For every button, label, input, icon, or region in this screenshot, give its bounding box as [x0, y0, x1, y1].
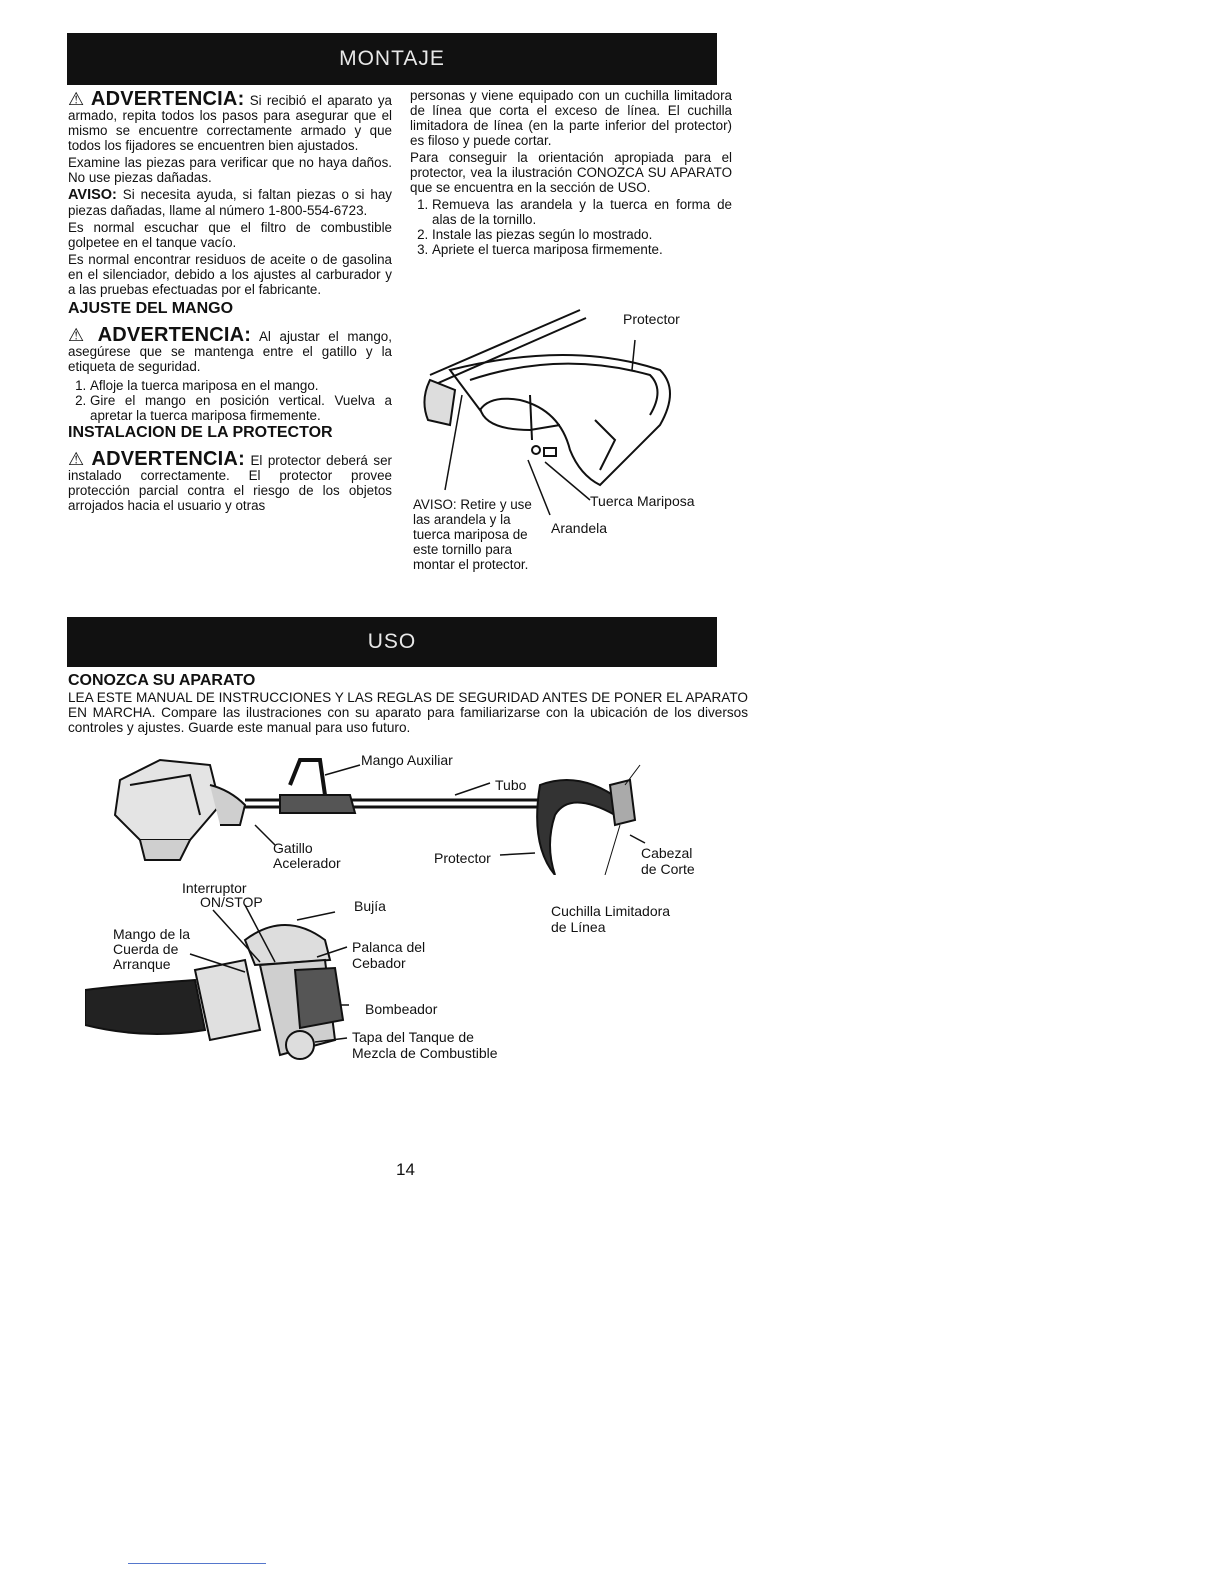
warning-block — [68, 324, 392, 374]
label-acelerador: Acelerador — [273, 855, 341, 871]
list-item: 1. Afloje la tuerca mariposa en el mango. — [90, 378, 392, 393]
label-tubo: Tubo — [495, 777, 527, 793]
warning-block — [68, 88, 392, 153]
paragraph-filtro: Es normal escuchar que el filtro de combustible golpetee en el tanque vacío. — [68, 220, 392, 250]
warning-title: ADVERTENCIA: — [91, 448, 245, 470]
uso-section — [68, 673, 748, 737]
steps-list — [410, 197, 732, 257]
paragraph-orientation: Para conseguir la orientación apropiada para el protector, vea la ilustración CONOZCA SU APARATO que se encuentra en la sección de USO. — [410, 150, 732, 195]
warning-text: El protector deberá ser instalado correctamente. El protector provee protección parcial contra el riesgo de los objetos arrojados hacia el usuario y otras — [68, 453, 392, 513]
label-cabezal: Cabezal — [641, 845, 693, 861]
notice-label: AVISO: — [68, 187, 117, 203]
heading-ajuste-mango: AJUSTE DEL MANGO — [68, 300, 234, 317]
paragraph-residuos: Es normal encontrar residuos de aceite o de gasolina en el silenciador, debido a los ajustes al carburador y a las pruebas efectuadas por el fabricante. — [68, 252, 392, 297]
label-mango-de-la: Mango de la — [113, 926, 191, 942]
warning-icon: ⚠ — [68, 89, 86, 109]
label-on-stop: ON/STOP — [200, 894, 263, 910]
warning-text: Al ajustar el mango, asegúrese que se mantenga entre el gatillo y la etiqueta de seguridad. — [68, 329, 392, 374]
warning-text: Si recibió el aparato ya armado, repita todos los pasos para asegurar que el mismo se encuentre correctamente armado y que todos los fijadores se encuentren bien ajustados. — [68, 93, 392, 153]
list-item: 3. Apriete el tuerca mariposa firmemente. — [432, 242, 732, 257]
notice-block — [68, 187, 392, 218]
steps-list — [68, 378, 392, 423]
list-item: 2. Instale las piezas según lo mostrado. — [432, 227, 732, 242]
label-de-linea: de Línea — [551, 919, 606, 935]
engine-illustration — [85, 890, 385, 1065]
label-de-corte: de Corte — [641, 861, 695, 877]
notice-text: Si necesita ayuda, si faltan piezas o si hay piezas dañadas, llame al número 1-800-554-6723. — [68, 187, 392, 218]
footer-rule — [128, 1563, 266, 1564]
label-arandela: Arandela — [551, 520, 608, 536]
label-protector-overview: Protector — [434, 850, 491, 866]
label-cuchilla-limitadora: Cuchilla Limitadora — [551, 903, 671, 919]
label-arranque: Arranque — [113, 956, 171, 972]
label-tapa-tanque: Tapa del Tanque de — [352, 1029, 474, 1045]
label-mango-auxiliar: Mango Auxiliar — [361, 752, 453, 768]
label-bujia: Bujía — [354, 898, 386, 914]
label-protector: Protector — [623, 311, 680, 327]
warning-icon: ⚠ — [68, 449, 86, 469]
label-cuerda-de: Cuerda de — [113, 941, 179, 957]
left-column — [68, 88, 392, 515]
warning-title: ADVERTENCIA: — [97, 324, 252, 346]
heading-conozca: CONOZCA SU APARATO — [68, 672, 256, 689]
list-item: 2. Gire el mango en posición vertical. Vuelva a apretar la tuerca mariposa firmemente. — [90, 393, 392, 423]
label-interruptor: Interruptor — [182, 880, 247, 896]
paragraph-continuation: personas y viene equipado con un cuchilla limitadora de línea que corta el exceso de línea. El cuchilla limitadora de línea (en la parte inferior del protector) es filoso y puede cortar. — [410, 88, 732, 148]
label-mezcla-combustible: Mezcla de Combustible — [352, 1045, 498, 1061]
paragraph-examine: Examine las piezas para verificar que no haya daños. No use piezas dañadas. — [68, 155, 392, 185]
label-aviso-figure: AVISO: Retire y use las arandela y la tuerca mariposa de este tornillo para montar el protector. — [413, 497, 532, 572]
label-bombeador: Bombeador — [365, 1001, 438, 1017]
warning-icon: ⚠ — [68, 325, 90, 345]
right-column — [410, 88, 732, 257]
page-number: 14 — [396, 1160, 415, 1179]
warning-block — [68, 448, 392, 513]
label-palanca-del: Palanca del — [352, 939, 426, 955]
list-item: 1. Remueva las arandela y la tuerca en forma de alas de la tornillo. — [432, 197, 732, 227]
section-header-montaje: MONTAJE — [67, 33, 717, 85]
heading-instalacion: INSTALACION DE LA PROTECTOR — [68, 424, 333, 441]
label-tuerca-mariposa: Tuerca Mariposa — [590, 493, 695, 509]
label-cebador: Cebador — [352, 955, 406, 971]
section-header-uso: USO — [67, 617, 717, 667]
label-gatillo: Gatillo — [273, 840, 313, 856]
warning-title: ADVERTENCIA: — [90, 88, 245, 110]
intro-paragraph: LEA ESTE MANUAL DE INSTRUCCIONES Y LAS REGLAS DE SEGURIDAD ANTES DE PONER EL APARATO EN MARCHA. Compare las ilustraciones con su aparato para familiarizarse con la ubicación de los diversos controles y ajustes. Guarde este manual para uso futuro. — [68, 690, 748, 735]
